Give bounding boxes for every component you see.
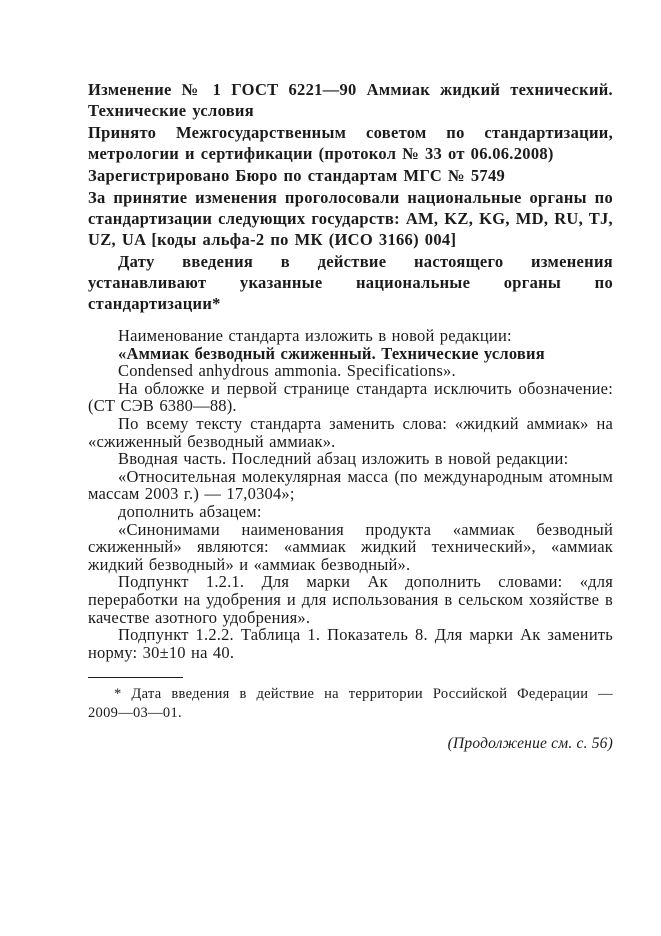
voting-statement: За принятие изменения проголосовали национальные органы по стандартизации следующих государств: AM, KZ, KG, MD, RU, TJ, UZ, UA [коды альфа-2 по МК (ИСО 3166) 004] xyxy=(88,188,613,249)
synonyms-text: «Синонимами наименования продукта «аммиак безводный сжиженный» являются: «аммиак жидкий технический», «аммиак жидкий безводный» и «аммиак безводный». xyxy=(88,519,613,574)
new-title-english: Condensed anhydrous ammonia. Specifications». xyxy=(118,361,456,381)
rename-instruction: Наименование стандарта изложить в новой редакции: xyxy=(118,326,512,345)
footnote-section xyxy=(88,677,613,723)
footnote-text: * Дата введения в действие на территории Российской Федерации — 2009—03—01. xyxy=(88,686,613,722)
intro-last-paragraph-instruction: Вводная часть. Последний абзац изложить в новой редакции: xyxy=(118,449,569,469)
effective-date-statement: Дату введения в действие настоящего изменения устанавливают указанные национальные органы по стандартизации* xyxy=(88,252,613,313)
new-title-russian: «Аммиак безводный сжиженный. Технические условия xyxy=(118,343,545,363)
replace-words-instruction: По всему тексту стандарта заменить слова: «жидкий аммиак» на «сжиженный безводный аммиак». xyxy=(88,413,613,451)
registration-statement: Зарегистрировано Бюро по стандартам МГС № 5749 xyxy=(88,166,506,185)
amendment-title: Изменение № 1 ГОСТ 6221—90 Аммиак жидкий технический. Технические условия xyxy=(88,80,613,120)
continuation-note: (Продолжение см. с. 56) xyxy=(447,735,613,753)
adoption-statement: Принято Межгосударственным советом по стандартизации, метрологии и сертификации (протокол № 33 от 06.06.2008) xyxy=(88,123,613,163)
subclause-1-2-1-instruction: Подпункт 1.2.1. Для марки Ак дополнить словами: «для переработки на удобрения и для использования в сельском хозяйстве в качестве азотного удобрения». xyxy=(88,572,613,627)
molecular-mass-text: «Относительная молекулярная масса (по международным атомным массам 2003 г.) — 17,0304»; xyxy=(88,466,613,504)
supplement-instruction: дополнить абзацем: xyxy=(118,501,262,521)
text-block xyxy=(88,79,613,754)
subclause-1-2-2-instruction: Подпункт 1.2.2. Таблица 1. Показатель 8. Для марки Ак заменить норму: 30±10 на 40. xyxy=(88,625,613,662)
cover-page-instruction: На обложке и первой странице стандарта исключить обозначение: (СТ СЭВ 6380—88). xyxy=(88,378,613,416)
footnote-divider xyxy=(88,677,183,678)
